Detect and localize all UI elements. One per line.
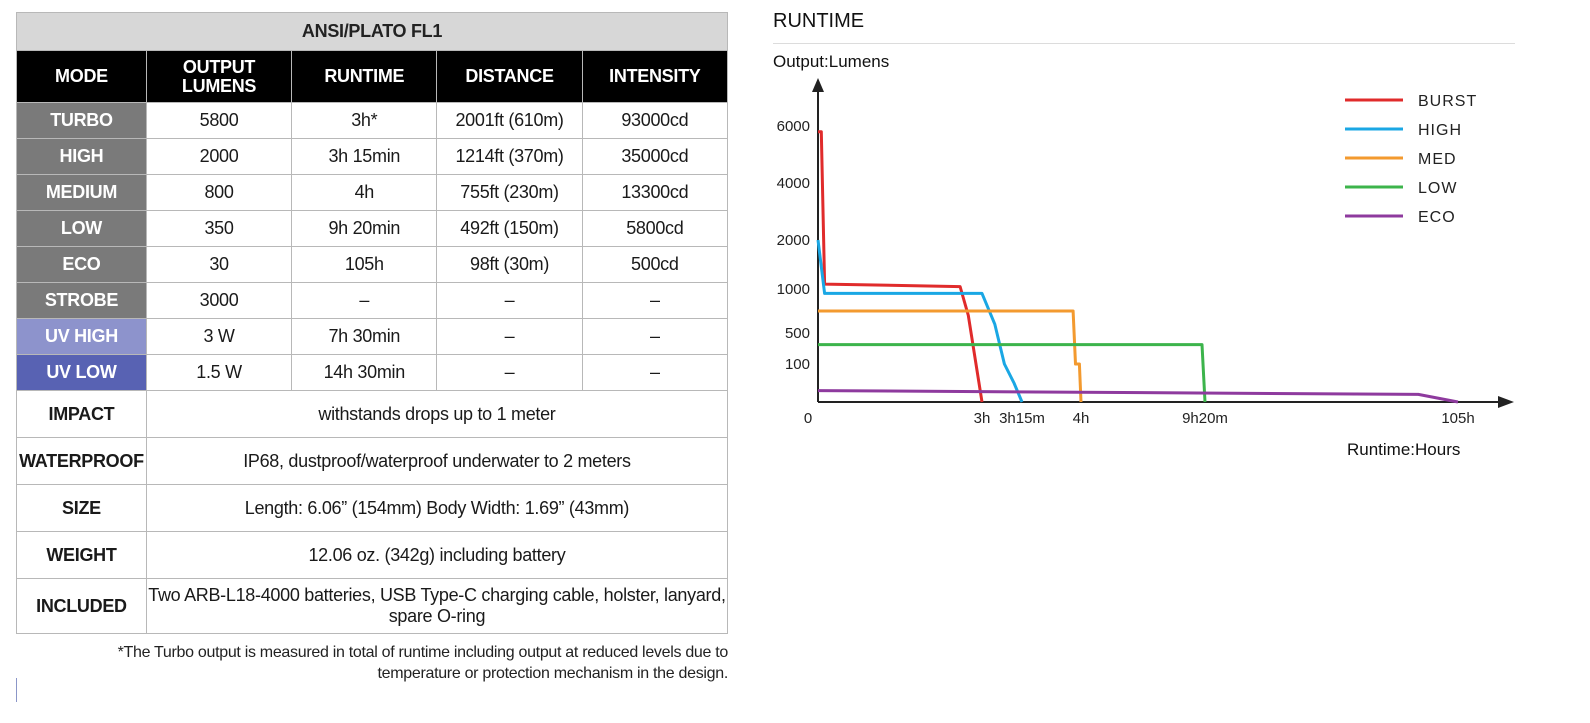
feature-value-cell: Two ARB-L18-4000 batteries, USB Type-C charging cable, holster, lanyard, spare O-ring bbox=[146, 579, 727, 634]
column-header: DISTANCE bbox=[437, 51, 582, 103]
x-tick-label: 4h bbox=[1072, 410, 1090, 427]
legend-label-burst: BURST bbox=[1418, 93, 1478, 110]
mode-name-cell: TURBO bbox=[17, 103, 147, 139]
mode-output-cell: 3 W bbox=[146, 319, 291, 355]
ansi-title: ANSI/PLATO FL1 bbox=[17, 13, 728, 51]
mode-distance-cell: 98ft (30m) bbox=[437, 247, 582, 283]
mode-runtime-cell: 3h 15min bbox=[292, 139, 437, 175]
mode-output-cell: 350 bbox=[146, 211, 291, 247]
mode-runtime-cell: – bbox=[292, 283, 437, 319]
series-line-high bbox=[818, 240, 1022, 402]
mode-name-cell: STROBE bbox=[17, 283, 147, 319]
x-axis-label: Runtime:Hours bbox=[1347, 440, 1461, 459]
x-tick-label: 105h bbox=[1441, 410, 1475, 427]
mode-distance-cell: – bbox=[437, 319, 582, 355]
mode-distance-cell: 1214ft (370m) bbox=[437, 139, 582, 175]
y-axis-label: Output:Lumens bbox=[773, 52, 890, 71]
mode-runtime-cell: 7h 30min bbox=[292, 319, 437, 355]
mode-intensity-cell: 500cd bbox=[582, 247, 727, 283]
footnote-divider bbox=[16, 678, 17, 702]
y-tick-label: 500 bbox=[784, 325, 810, 342]
mode-distance-cell: 2001ft (610m) bbox=[437, 103, 582, 139]
mode-row bbox=[17, 103, 728, 139]
series-line-eco bbox=[818, 391, 1458, 402]
mode-distance-cell: – bbox=[437, 355, 582, 391]
column-header: OUTPUT LUMENS bbox=[146, 51, 291, 103]
mode-runtime-cell: 105h bbox=[292, 247, 437, 283]
footnote bbox=[16, 642, 728, 684]
mode-row bbox=[17, 247, 728, 283]
mode-runtime-cell: 4h bbox=[292, 175, 437, 211]
feature-row bbox=[17, 532, 728, 579]
feature-row bbox=[17, 579, 728, 634]
runtime-chart bbox=[760, 50, 1530, 470]
y-tick-label: 1000 bbox=[776, 281, 810, 298]
mode-row bbox=[17, 139, 728, 175]
legend-label-high: HIGH bbox=[1418, 122, 1462, 139]
x-axis-arrow bbox=[1498, 396, 1514, 408]
spec-table-grid bbox=[16, 12, 728, 634]
mode-name-cell: LOW bbox=[17, 211, 147, 247]
mode-distance-cell: – bbox=[437, 283, 582, 319]
y-axis-arrow bbox=[812, 78, 824, 92]
mode-intensity-cell: – bbox=[582, 319, 727, 355]
mode-intensity-cell: 93000cd bbox=[582, 103, 727, 139]
feature-name-cell: IMPACT bbox=[17, 391, 147, 438]
feature-name-cell: WATERPROOF bbox=[17, 438, 147, 485]
mode-row bbox=[17, 211, 728, 247]
mode-distance-cell: 492ft (150m) bbox=[437, 211, 582, 247]
mode-name-cell: MEDIUM bbox=[17, 175, 147, 211]
mode-name-cell: UV LOW bbox=[17, 355, 147, 391]
legend-label-med: MED bbox=[1418, 151, 1457, 168]
mode-row bbox=[17, 319, 728, 355]
mode-output-cell: 1.5 W bbox=[146, 355, 291, 391]
column-header: INTENSITY bbox=[582, 51, 727, 103]
footnote-line-1: *The Turbo output is measured in total of runtime including output at reduced levels due to bbox=[117, 644, 728, 661]
mode-intensity-cell: – bbox=[582, 283, 727, 319]
feature-name-cell: SIZE bbox=[17, 485, 147, 532]
feature-row bbox=[17, 485, 728, 532]
spec-table bbox=[16, 12, 728, 682]
mode-row bbox=[17, 175, 728, 211]
legend-label-low: LOW bbox=[1418, 180, 1458, 197]
mode-name-cell: ECO bbox=[17, 247, 147, 283]
y-tick-label: 2000 bbox=[776, 232, 810, 249]
feature-value-cell: IP68, dustproof/waterproof underwater to 2 meters bbox=[146, 438, 727, 485]
x-tick-label: 3h bbox=[973, 410, 991, 427]
chart-title-divider bbox=[773, 43, 1515, 44]
legend-label-eco: ECO bbox=[1418, 209, 1456, 226]
column-header: RUNTIME bbox=[292, 51, 437, 103]
mode-intensity-cell: 35000cd bbox=[582, 139, 727, 175]
mode-output-cell: 3000 bbox=[146, 283, 291, 319]
mode-row bbox=[17, 355, 728, 391]
feature-value-cell: 12.06 oz. (342g) including battery bbox=[146, 532, 727, 579]
y-tick-label: 6000 bbox=[776, 118, 810, 135]
feature-row bbox=[17, 438, 728, 485]
mode-intensity-cell: – bbox=[582, 355, 727, 391]
footnote-line-2: temperature or protection mechanism in the design. bbox=[377, 665, 728, 682]
mode-runtime-cell: 14h 30min bbox=[292, 355, 437, 391]
mode-runtime-cell: 9h 20min bbox=[292, 211, 437, 247]
column-header: MODE bbox=[17, 51, 147, 103]
y-tick-label: 4000 bbox=[776, 175, 810, 192]
mode-output-cell: 2000 bbox=[146, 139, 291, 175]
mode-distance-cell: 755ft (230m) bbox=[437, 175, 582, 211]
mode-output-cell: 5800 bbox=[146, 103, 291, 139]
feature-row bbox=[17, 391, 728, 438]
y-tick-label: 100 bbox=[784, 356, 810, 373]
series-line-med bbox=[818, 311, 1081, 402]
x-tick-label: 9h20m bbox=[1182, 410, 1228, 427]
x-tick-label: 3h15m bbox=[999, 410, 1045, 427]
x-tick-label: 0 bbox=[803, 410, 813, 427]
feature-value-cell: withstands drops up to 1 meter bbox=[146, 391, 727, 438]
feature-value-cell: Length: 6.06” (154mm) Body Width: 1.69” (43mm) bbox=[146, 485, 727, 532]
mode-intensity-cell: 13300cd bbox=[582, 175, 727, 211]
feature-name-cell: INCLUDED bbox=[17, 579, 147, 634]
feature-name-cell: WEIGHT bbox=[17, 532, 147, 579]
mode-name-cell: HIGH bbox=[17, 139, 147, 175]
mode-row bbox=[17, 283, 728, 319]
mode-intensity-cell: 5800cd bbox=[582, 211, 727, 247]
mode-output-cell: 800 bbox=[146, 175, 291, 211]
chart-title: RUNTIME bbox=[773, 10, 865, 32]
mode-name-cell: UV HIGH bbox=[17, 319, 147, 355]
series-line-burst bbox=[818, 132, 982, 402]
mode-runtime-cell: 3h* bbox=[292, 103, 437, 139]
mode-output-cell: 30 bbox=[146, 247, 291, 283]
